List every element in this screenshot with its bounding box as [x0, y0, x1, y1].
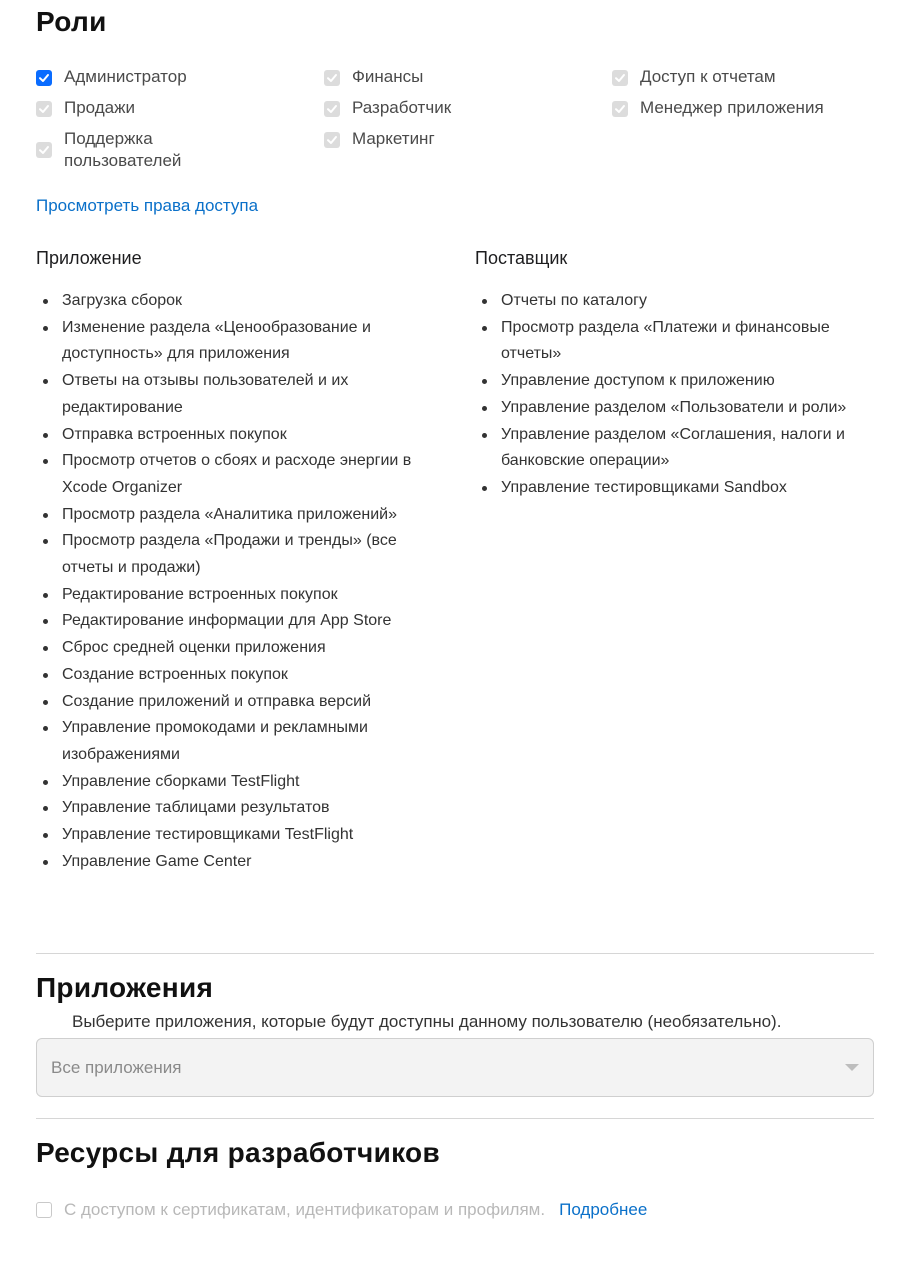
- list-item: Просмотр раздела «Платежи и финансовые отчеты»: [475, 315, 875, 368]
- list-item: Ответы на отзывы пользователей и их редактирование: [36, 368, 436, 421]
- list-item: Управление Game Center: [36, 849, 436, 876]
- provider-permissions-list: [475, 288, 875, 502]
- dev-resources-row: [36, 1200, 647, 1220]
- checkbox-disabled-icon: [612, 101, 628, 117]
- checkbox-unchecked-icon: [36, 1202, 52, 1218]
- apps-select-value: Все приложения: [51, 1057, 182, 1077]
- role-reports-access: [612, 66, 776, 88]
- role-sales: [36, 97, 135, 119]
- learn-more-link[interactable]: Подробнее: [559, 1200, 648, 1219]
- provider-permissions-heading: Поставщик: [475, 248, 568, 268]
- role-label: Доступ к отчетам: [640, 67, 776, 86]
- role-label: Администратор: [64, 67, 187, 86]
- checkbox-disabled-icon: [36, 142, 52, 158]
- list-item: Управление разделом «Пользователи и роли»: [475, 395, 875, 422]
- list-item: Создание встроенных покупок: [36, 662, 436, 689]
- apps-select[interactable]: [36, 1038, 874, 1097]
- list-item: Управление таблицами результатов: [36, 795, 436, 822]
- list-item: Изменение раздела «Ценообразование и доступность» для приложения: [36, 315, 436, 368]
- role-label: Маркетинг: [352, 129, 435, 148]
- list-item: Управление промокодами и рекламными изображениями: [36, 715, 436, 768]
- role-administrator[interactable]: [36, 66, 187, 88]
- apps-description: Выберите приложения, которые будут доступны данному пользователю (необязательно).: [72, 1012, 782, 1031]
- list-item: Управление доступом к приложению: [475, 368, 875, 395]
- list-item: Управление разделом «Соглашения, налоги и банковские операции»: [475, 422, 875, 475]
- list-item: Управление тестировщиками TestFlight: [36, 822, 436, 849]
- list-item: Редактирование встроенных покупок: [36, 582, 436, 609]
- list-item: Управление сборками TestFlight: [36, 769, 436, 796]
- role-label: Разработчик: [352, 98, 452, 117]
- chevron-down-icon: [845, 1064, 859, 1071]
- list-item: Создание приложений и отправка версий: [36, 689, 436, 716]
- section-divider: [36, 953, 874, 954]
- list-item: Редактирование информации для App Store: [36, 608, 436, 635]
- list-item: Отправка встроенных покупок: [36, 422, 436, 449]
- list-item: Просмотр раздела «Продажи и тренды» (все отчеты и продажи): [36, 528, 436, 581]
- checkbox-disabled-icon: [36, 101, 52, 117]
- role-app-manager: [612, 97, 824, 119]
- dev-resources-title: Ресурсы для разработчиков: [36, 1137, 440, 1168]
- app-permissions-heading: Приложение: [36, 248, 142, 268]
- app-permissions-list: [36, 288, 436, 875]
- role-marketing: [324, 128, 435, 150]
- apps-title: Приложения: [36, 972, 214, 1003]
- view-permissions-link[interactable]: Просмотреть права доступа: [36, 196, 259, 215]
- list-item: Управление тестировщиками Sandbox: [475, 475, 875, 502]
- section-divider: [36, 1118, 874, 1119]
- checkbox-checked-icon[interactable]: [36, 70, 52, 86]
- role-label: Поддержка пользователей: [64, 129, 182, 170]
- roles-title: Роли: [36, 6, 107, 37]
- list-item: Загрузка сборок: [36, 288, 436, 315]
- role-finance: [324, 66, 423, 88]
- list-item: Отчеты по каталогу: [475, 288, 875, 315]
- role-label: Менеджер приложения: [640, 98, 824, 117]
- role-developer: [324, 97, 451, 119]
- checkbox-disabled-icon: [612, 70, 628, 86]
- checkbox-disabled-icon: [324, 70, 340, 86]
- list-item: Просмотр отчетов о сбоях и расходе энергии в Xcode Organizer: [36, 448, 436, 501]
- role-customer-support: [36, 128, 236, 172]
- role-label: Продажи: [64, 98, 135, 117]
- checkbox-disabled-icon: [324, 101, 340, 117]
- list-item: Просмотр раздела «Аналитика приложений»: [36, 502, 436, 529]
- role-label: Финансы: [352, 67, 424, 86]
- dev-resources-checkbox-label: С доступом к сертификатам, идентификаторам и профилям.: [64, 1200, 546, 1219]
- list-item: Сброс средней оценки приложения: [36, 635, 436, 662]
- checkbox-disabled-icon: [324, 132, 340, 148]
